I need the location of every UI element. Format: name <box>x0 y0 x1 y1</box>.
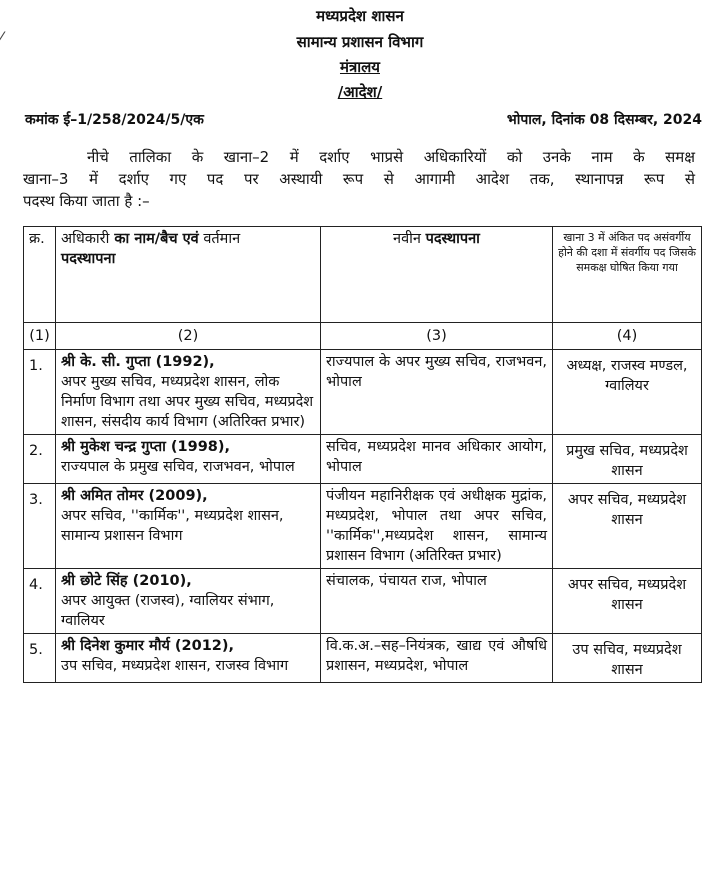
row-serial: 2. <box>24 435 56 484</box>
header-serial: क्र. <box>24 227 56 323</box>
header-order-title: /आदेश/ <box>337 83 383 101</box>
header-name-part-c: वर्तमान <box>198 231 241 247</box>
row-serial: 3. <box>24 484 56 569</box>
table-row <box>24 569 702 634</box>
header-name-part-d: पदस्थापना <box>61 251 116 267</box>
intro-line-1: नीचे तालिका के खाना–2 में दर्शाए भाप्रसे अधिकारियों को उनके नाम के समक्ष <box>87 148 695 166</box>
intro-line-3: पदस्थ किया जाता है :– <box>23 192 150 210</box>
officer-name: श्री के. सी. गुप्ता (1992), <box>61 354 215 370</box>
table-row <box>24 634 702 683</box>
table-row <box>24 484 702 569</box>
column-number-row <box>24 323 702 350</box>
row-officer <box>56 569 321 634</box>
equivalent-post: अध्यक्ष, राजस्व मण्डल, ग्वालियर <box>553 350 702 435</box>
new-posting: वि.क.अ.–सह–नियंत्रक, खाद्य एवं औषधि प्रशासन, मध्यप्रदेश, भोपाल <box>321 634 553 683</box>
header-department: सामान्य प्रशासन विभाग <box>296 33 424 51</box>
column-number: (1) <box>24 323 56 350</box>
officer-name: श्री छोटे सिंह (2010), <box>61 573 192 589</box>
table-row <box>24 350 702 435</box>
current-posting: उप सचिव, मध्यप्रदेश शासन, राजस्व विभाग <box>61 658 289 674</box>
order-date: भोपाल, दिनांक 08 दिसम्बर, 2024 <box>506 112 702 128</box>
table-header-row <box>24 227 702 323</box>
header-name-part-b: का नाम/बैच एवं <box>109 231 199 247</box>
header-equivalent-post: खाना 3 में अंकित पद असंवर्गीय होने की दशा में संवर्गीय पद जिसके समकक्ष घोषित किया गया <box>553 227 702 323</box>
current-posting: अपर आयुक्त (राजस्व), ग्वालियर संभाग, ग्वालियर <box>61 593 275 629</box>
posting-table <box>23 226 702 683</box>
header-new-part-a: नवीन <box>393 231 426 247</box>
row-officer <box>56 350 321 435</box>
equivalent-post: अपर सचिव, मध्यप्रदेश शासन <box>553 569 702 634</box>
column-number: (4) <box>553 323 702 350</box>
officer-name: श्री मुकेश चन्द्र गुप्ता (1998), <box>61 439 231 455</box>
officer-name: श्री अमित तोमर (2009), <box>61 488 208 504</box>
current-posting: अपर सचिव, ''कार्मिक'', मध्यप्रदेश शासन, सामान्य प्रशासन विभाग <box>61 508 284 544</box>
header-new-posting <box>321 227 553 323</box>
header-secretariat: मंत्रालय <box>339 58 380 76</box>
new-posting: राज्यपाल के अपर मुख्य सचिव, राजभवन, भोपाल <box>321 350 553 435</box>
equivalent-post: अपर सचिव, मध्यप्रदेश शासन <box>553 484 702 569</box>
current-posting: अपर मुख्य सचिव, मध्यप्रदेश शासन, लोक निर्माण विभाग तथा अपर मुख्य सचिव, मध्यप्रदेश शासन, संसदीय कार्य विभाग (अतिरिक्त प्रभार) <box>61 374 314 430</box>
new-posting: संचालक, पंचायत राज, भोपाल <box>321 569 553 634</box>
order-number: कमांक ई–1/258/2024/5/एक <box>25 112 204 128</box>
row-serial: 4. <box>24 569 56 634</box>
header-new-part-b: पदस्थापना <box>425 231 480 247</box>
row-officer <box>56 435 321 484</box>
equivalent-post: प्रमुख सचिव, मध्यप्रदेश शासन <box>553 435 702 484</box>
column-number: (2) <box>56 323 321 350</box>
new-posting: सचिव, मध्यप्रदेश मानव अधिकार आयोग, भोपाल <box>321 435 553 484</box>
table-row <box>24 435 702 484</box>
row-officer <box>56 484 321 569</box>
column-number: (3) <box>321 323 553 350</box>
current-posting: राज्यपाल के प्रमुख सचिव, राजभवन, भोपाल <box>61 459 295 475</box>
order-intro-paragraph <box>23 146 695 212</box>
header-name-part-a: अधिकारी <box>61 231 110 247</box>
row-serial: 5. <box>24 634 56 683</box>
header-officer-name <box>56 227 321 323</box>
new-posting: पंजीयन महानिरीक्षक एवं अधीक्षक मुद्रांक, मध्यप्रदेश, भोपाल तथा अपर सचिव, ''कार्मिक'',मध्यप्रदेश शासन, सामान्य प्रशासन विभाग (अतिरिक्त प्रभार) <box>321 484 553 569</box>
officer-name: श्री दिनेश कुमार मौर्य (2012), <box>61 638 235 654</box>
equivalent-post: उप सचिव, मध्यप्रदेश शासन <box>553 634 702 683</box>
row-serial: 1. <box>24 350 56 435</box>
header-government: मध्यप्रदेश शासन <box>316 7 404 25</box>
margin-pen-mark: ⁄ <box>0 28 3 47</box>
row-officer <box>56 634 321 683</box>
intro-line-2: खाना–3 में दर्शाए गए पद पर अस्थायी रूप से आगामी आदेश तक, स्थानापन्न रूप से <box>23 170 695 188</box>
